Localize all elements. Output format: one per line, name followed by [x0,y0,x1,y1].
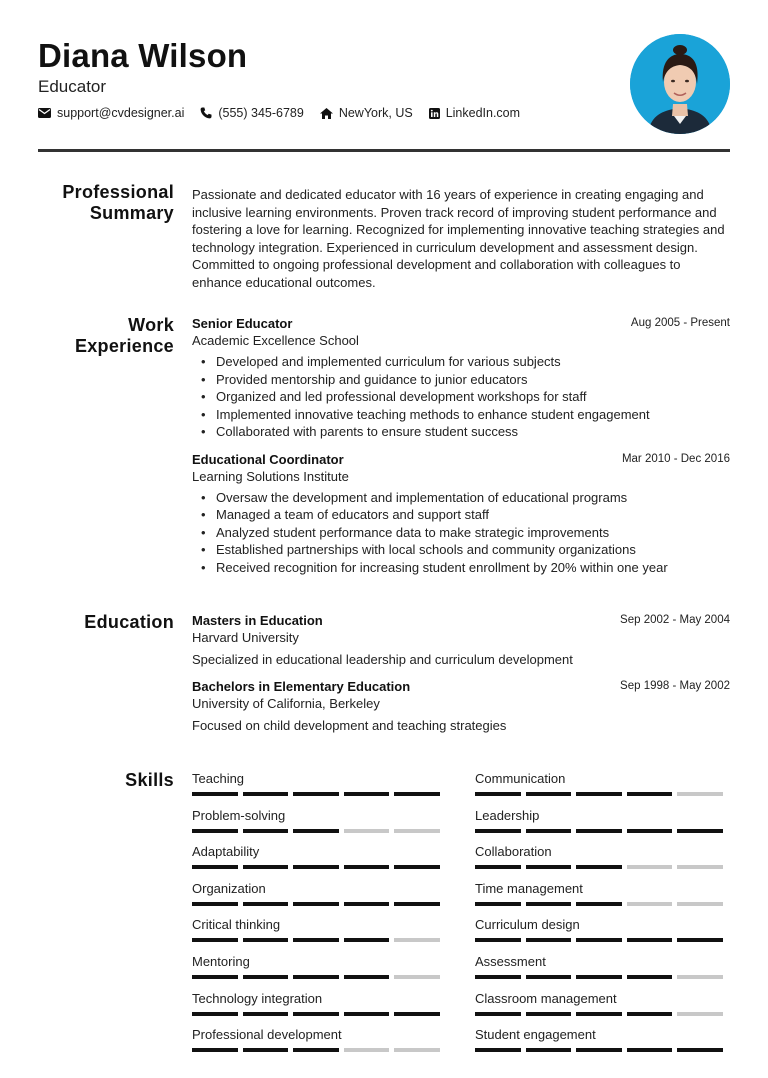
bullet-item: • Received recognition for increasing student enrollment by 20% within one year [192,559,730,577]
skill-segment-empty [394,1048,440,1052]
skill-segment-filled [475,1048,521,1052]
skill-segment-filled [526,865,572,869]
skill-level-bar [192,975,445,979]
skill-name: Curriculum design [475,917,580,933]
skill-name: Mentoring [192,953,250,969]
skill-segment-filled [243,1048,289,1052]
skill-level-bar [192,1048,445,1052]
skill-segment-empty [627,902,673,906]
job-bullets [192,353,730,441]
job-org: Learning Solutions Institute [192,468,349,484]
skill-segment-empty [344,1048,390,1052]
education-entry [192,612,730,668]
degree-title: Bachelors in Elementary Education [192,679,411,694]
skill-segment-filled [576,865,622,869]
resume-header [38,36,730,136]
skill-segment-filled [526,1012,572,1016]
linkedin-icon [429,108,440,119]
bullet-item: • Analyzed student performance data to make strategic improvements [192,524,730,542]
skill-segment-filled [243,865,289,869]
work-title-line2: Experience [74,336,174,356]
skill-segment-filled [475,865,521,869]
bullet-item: • Oversaw the development and implementation of educational programs [192,489,730,507]
skills-title: Skills [125,770,174,790]
skill-segment-filled [243,829,289,833]
skill-item [475,770,728,807]
skill-level-bar [192,1012,445,1016]
candidate-role: Educator [38,77,107,96]
skill-level-bar [475,1048,728,1052]
skill-item [192,1026,445,1063]
candidate-name: Diana Wilson [38,37,248,74]
skill-segment-filled [192,829,238,833]
skill-level-bar [475,975,728,979]
skill-name: Leadership [475,807,540,823]
skill-segment-filled [192,792,238,796]
skill-item [475,807,728,844]
skill-item [192,990,445,1027]
bullet-item: • Developed and implemented curriculum for various subjects [192,353,730,371]
skill-name: Student engagement [475,1027,596,1043]
linkedin-text: LinkedIn.com [445,106,521,120]
skill-name: Assessment [475,953,546,969]
skill-segment-filled [576,1048,622,1052]
education-desc: Focused on child development and teaching strategies [192,718,507,733]
degree-title: Masters in Education [192,613,323,628]
skill-item [192,916,445,953]
skill-segment-filled [192,865,238,869]
work-title [38,315,174,357]
skill-segment-filled [243,902,289,906]
skill-segment-filled [344,902,390,906]
skill-segment-filled [576,829,622,833]
skill-segment-filled [475,938,521,942]
work-title-line1: Work [128,315,174,335]
education-desc: Specialized in educational leadership and curriculum development [192,652,573,667]
skill-segment-empty [677,865,723,869]
skill-item [475,843,728,880]
skill-level-bar [192,829,445,833]
skill-item [192,807,445,844]
summary-section [38,182,730,297]
skill-segment-filled [192,938,238,942]
skill-item [475,880,728,917]
contact-email[interactable] [38,106,184,120]
skill-segment-empty [394,829,440,833]
skill-segment-filled [627,829,673,833]
bullet-item: • Established partnerships with local schools and community organizations [192,541,730,559]
education-section [38,612,730,742]
skill-segment-filled [192,975,238,979]
contact-row [38,106,730,120]
skill-name: Organization [192,880,266,896]
skill-item [192,843,445,880]
skill-segment-filled [475,975,521,979]
skill-segment-filled [475,829,521,833]
skill-name: Collaboration [475,844,552,860]
skill-segment-filled [526,975,572,979]
phone-icon [200,107,212,119]
education-title: Education [84,612,174,632]
skill-segment-filled [344,1012,390,1016]
skill-segment-empty [394,938,440,942]
education-date: Sep 1998 - May 2002 [620,680,730,692]
skill-segment-filled [243,938,289,942]
skill-level-bar [475,902,728,906]
skill-segment-filled [576,975,622,979]
skill-item [475,990,728,1027]
education-entry [192,678,730,734]
location-text: NewYork, US [338,106,413,120]
bullet-item: • Managed a team of educators and support staff [192,506,730,524]
skill-segment-filled [627,938,673,942]
skill-level-bar [475,792,728,796]
skill-segment-filled [293,902,339,906]
email-text: support@cvdesigner.ai [57,106,185,120]
skill-level-bar [192,865,445,869]
skills-grid [192,770,730,1063]
skill-segment-filled [576,792,622,796]
contact-location [320,106,413,120]
skill-segment-filled [526,902,572,906]
skill-segment-filled [243,1012,289,1016]
skill-name: Problem-solving [192,807,286,823]
skill-segment-filled [677,829,723,833]
skill-segment-filled [475,1012,521,1016]
portrait-image [630,34,730,134]
contact-linkedin[interactable] [429,106,520,120]
skill-segment-filled [293,975,339,979]
skill-segment-filled [293,865,339,869]
skill-segment-filled [627,1048,673,1052]
skill-segment-filled [526,1048,572,1052]
skill-level-bar [192,938,445,942]
skill-segment-empty [677,792,723,796]
skill-segment-filled [627,975,673,979]
school-name: University of California, Berkeley [192,696,380,711]
skill-level-bar [192,792,445,796]
skill-item [192,880,445,917]
bullet-item: • Collaborated with parents to ensure student success [192,423,730,441]
skill-segment-filled [344,865,390,869]
skill-segment-filled [192,1048,238,1052]
work-section [38,315,730,585]
skill-level-bar [475,829,728,833]
skill-name: Technology integration [192,990,323,1006]
job-title: Senior Educator [192,316,293,331]
skill-name: Adaptability [192,844,260,860]
summary-title-line1: Professional [62,182,174,202]
skill-segment-filled [344,792,390,796]
school-name: Harvard University [192,630,299,645]
skill-segment-filled [526,829,572,833]
summary-title [38,182,174,224]
skill-name: Communication [475,771,566,786]
skill-segment-filled [576,902,622,906]
summary-text: Passionate and dedicated educator with 16 years of experience in creating engaging and inclusive learning environments. Proven track record of improving student performance and fostering a love for learning. Recognized for implementing innovative teaching strategies and technology integration. Experienced in curriculum development and assessment design. Committed to ongoing professional development and collaboration with colleagues to enhance educational outcomes. [192,187,725,290]
skill-segment-empty [677,975,723,979]
skill-segment-filled [394,865,440,869]
skill-segment-filled [394,1012,440,1016]
skill-segment-filled [526,938,572,942]
skill-item [475,953,728,990]
skill-level-bar [475,938,728,942]
skill-segment-empty [677,902,723,906]
bullet-item: • Provided mentorship and guidance to junior educators [192,371,730,389]
skill-segment-filled [677,938,723,942]
skill-segment-filled [576,938,622,942]
skill-name: Time management [475,880,583,896]
skill-segment-filled [192,1012,238,1016]
job-title: Educational Coordinator [192,451,344,467]
skill-segment-filled [475,902,521,906]
bullet-item: • Implemented innovative teaching methods to enhance student engagement [192,406,730,424]
skill-segment-filled [192,902,238,906]
skill-segment-filled [243,792,289,796]
job-bullets [192,489,730,577]
skill-segment-filled [677,1048,723,1052]
bullet-item: • Organized and led professional development workshops for staff [192,388,730,406]
skill-segment-empty [677,1012,723,1016]
contact-phone[interactable] [200,106,303,120]
skill-name: Teaching [192,771,245,786]
skill-name: Critical thinking [192,917,281,933]
phone-text: (555) 345-6789 [218,106,304,120]
header-divider [38,149,730,152]
home-icon [320,108,333,119]
profile-photo [630,34,730,134]
skill-name: Professional development [192,1027,342,1043]
summary-title-line2: Summary [89,203,174,223]
education-date: Sep 2002 - May 2004 [620,614,730,626]
skill-segment-filled [293,1048,339,1052]
skill-item [192,770,445,807]
skill-segment-empty [394,975,440,979]
skill-segment-filled [394,792,440,796]
skill-segment-filled [293,1012,339,1016]
skill-segment-filled [576,1012,622,1016]
skill-segment-filled [344,938,390,942]
skill-segment-empty [344,829,390,833]
job-org: Academic Excellence School [192,333,359,348]
job-entry [192,451,730,577]
skill-segment-filled [243,975,289,979]
skill-segment-filled [293,938,339,942]
job-date: Mar 2010 - Dec 2016 [621,452,730,465]
skill-segment-filled [475,792,521,796]
skill-segment-filled [526,792,572,796]
skill-segment-filled [344,975,390,979]
skill-segment-filled [627,792,673,796]
skill-level-bar [475,865,728,869]
skill-segment-filled [293,829,339,833]
skill-segment-filled [394,902,440,906]
skill-segment-filled [627,1012,673,1016]
skill-name: Classroom management [475,990,617,1006]
skills-section [38,770,730,1065]
skill-item [192,953,445,990]
envelope-icon [38,108,51,118]
skill-item [475,916,728,953]
job-entry [192,315,730,441]
skill-level-bar [192,902,445,906]
skill-segment-filled [293,792,339,796]
skill-segment-empty [627,865,673,869]
skill-level-bar [475,1012,728,1016]
job-date: Aug 2005 - Present [630,317,730,329]
skill-item [475,1026,728,1063]
